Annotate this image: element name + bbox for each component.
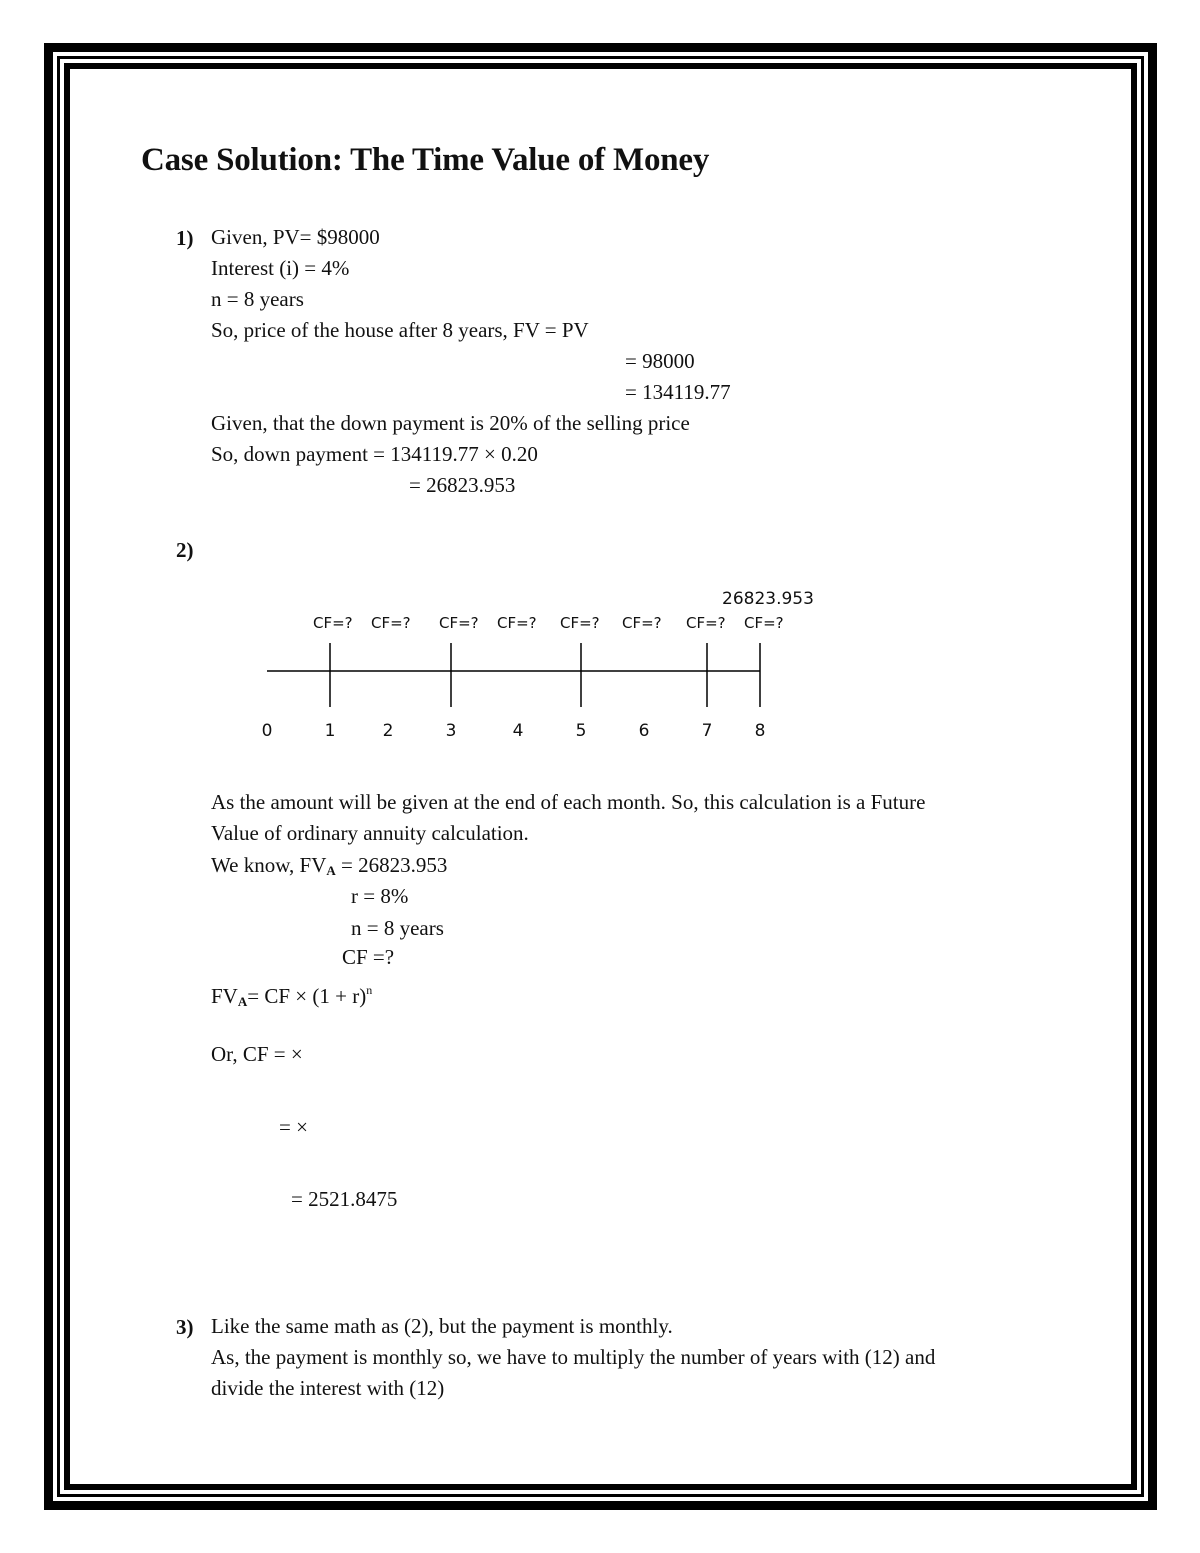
q2-fv-label: We know, FV (211, 853, 327, 877)
q2-paragraph-line-1: As the amount will be given at the end of each month. So, this calculation is a Future (211, 790, 926, 814)
q3-line-3: divide the interest with (12) (211, 1376, 445, 1400)
q1-years: n = 8 years (211, 287, 304, 311)
timeline-period-label: 0 (261, 721, 273, 741)
timeline-period-label: 2 (382, 721, 394, 741)
timeline-period-label: 1 (324, 721, 336, 741)
timeline-cf-label: CF=? (744, 614, 784, 632)
q2-formula-body: = CF × (1 + r) (247, 984, 367, 1008)
q1-down-payment-result: = 26823.953 (409, 473, 516, 497)
q2-formula-subscript: A (237, 994, 248, 1009)
q2-formula-fv: FV (211, 984, 238, 1008)
q3-line-2: As, the payment is monthly so, we have to multiply the number of years with (12) and (211, 1345, 936, 1369)
question-3-number: 3) (176, 1315, 194, 1339)
q2-formula (211, 977, 372, 1015)
timeline-cf-label: CF=? (560, 614, 600, 632)
timeline-period-label: 8 (754, 721, 766, 741)
question-1-number: 1) (176, 226, 194, 250)
timeline-cf-label: CF=? (686, 614, 726, 632)
q1-fv-result: = 134119.77 (625, 380, 731, 404)
timeline-cf-label: CF=? (439, 614, 479, 632)
timeline-cf-label: CF=? (497, 614, 537, 632)
timeline-period-label: 4 (512, 721, 524, 741)
q2-paragraph-line-2: Value of ordinary annuity calculation. (211, 821, 529, 845)
q2-substitution-line: = × (279, 1115, 308, 1139)
q2-cf-unknown: CF =? (342, 945, 395, 969)
q1-given-pv: Given, PV= $98000 (211, 225, 380, 249)
document-title: Case Solution: The Time Value of Money (141, 142, 710, 178)
q2-fv-subscript: A (326, 863, 336, 878)
q1-fv-step: = 98000 (625, 349, 695, 373)
q1-interest: Interest (i) = 4% (211, 256, 350, 280)
q3-line-1: Like the same math as (2), but the payment is monthly. (211, 1314, 673, 1338)
timeline-period-label: 3 (445, 721, 457, 741)
q2-or-cf-line: Or, CF = × (211, 1042, 303, 1066)
q2-years: n = 8 years (351, 916, 444, 940)
question-2-number: 2) (176, 538, 194, 562)
timeline-top-value: 26823.953 (722, 589, 814, 609)
q1-down-payment-formula: So, down payment = 134119.77 × 0.20 (211, 442, 538, 466)
q2-we-know-line (211, 852, 447, 884)
q2-fv-value: = 26823.953 (335, 853, 448, 877)
q2-rate: r = 8% (351, 884, 409, 908)
timeline-period-label: 5 (575, 721, 587, 741)
q2-formula-superscript: n (366, 983, 373, 997)
timeline-period-label: 7 (701, 721, 713, 741)
q2-result: = 2521.8475 (291, 1187, 398, 1211)
timeline-cf-label: CF=? (313, 614, 353, 632)
timeline-cf-label: CF=? (622, 614, 662, 632)
cash-flow-timeline (0, 0, 1200, 760)
timeline-cf-label: CF=? (371, 614, 411, 632)
timeline-period-label: 6 (638, 721, 650, 741)
q1-fv-statement: So, price of the house after 8 years, FV = PV (211, 318, 589, 342)
q1-down-payment-given: Given, that the down payment is 20% of the selling price (211, 411, 690, 435)
